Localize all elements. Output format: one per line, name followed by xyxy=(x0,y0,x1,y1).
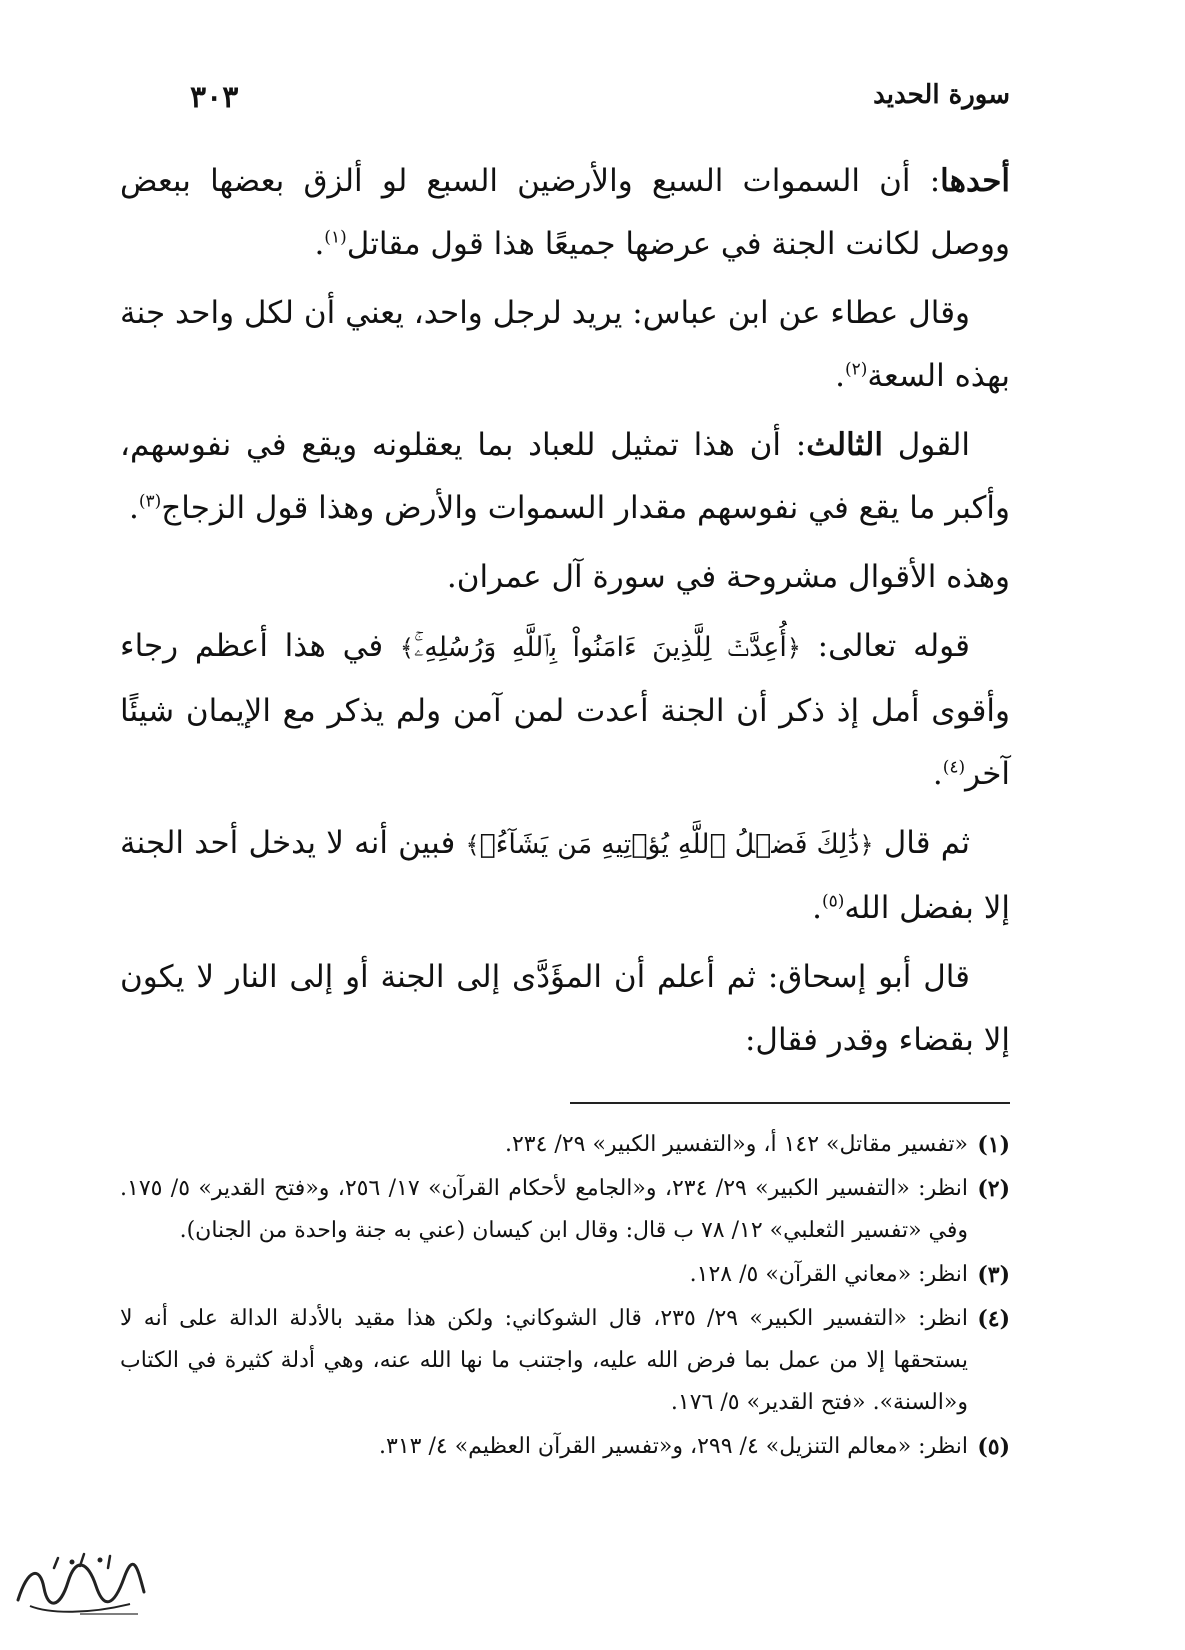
quran-bracket-open: ﴿ xyxy=(786,634,801,662)
footnote-text: «تفسير مقاتل» ١٤٢ أ، و«التفسير الكبير» ٢٩/ ٢٣٤. xyxy=(504,1132,968,1157)
paragraph-5-pre: قوله تعالى: xyxy=(817,628,970,664)
paragraph-5 xyxy=(120,615,1010,806)
footnote-separator xyxy=(570,1102,1010,1104)
paragraph-1-text: : أن السموات السبع والأرضين السبع لو ألزق بعضها ببعض ووصل لكانت الجنة في عرضها جميعًا هذا قول مقاتل xyxy=(120,163,1010,262)
footnote-text: انظر: «معالم التنزيل» ٤/ ٢٩٩، و«تفسير القرآن العظيم» ٤/ ٣١٣. xyxy=(379,1434,968,1459)
footnote-text: انظر: «معاني القرآن» ٥/ ١٢٨. xyxy=(689,1262,968,1287)
running-header xyxy=(120,80,1010,128)
footnote-5 xyxy=(120,1426,1010,1468)
calligraphy-logo-icon xyxy=(10,1548,150,1620)
quran-verse-1: أُعِدَّتۡ لِلَّذِينَ ءَامَنُواْ بِٱللَّهِ وَرُسُلِهِۦۚ xyxy=(413,632,787,663)
footnote-ref-1[interactable]: (١) xyxy=(324,227,347,248)
footnote-ref-2[interactable]: (٢) xyxy=(845,359,868,380)
footnote-text: انظر: «التفسير الكبير» ٢٩/ ٢٣٤، و«الجامع لأحكام القرآن» ١٧/ ٢٥٦، و«فتح القدير» ٥/ ١٧٥. وفي «تفسير الثعلبي» ١٢/ ٧٨ ب قال: وقال ابن كيسان (عني به جنة واحدة من الجنان). xyxy=(120,1176,969,1243)
paragraph-7-text: قال أبو إسحاق: ثم أعلم أن المؤَدَّى إلى الجنة أو إلى النار لا يكون إلا بقضاء وقدر فقال: xyxy=(120,959,1010,1058)
quran-bracket-open: ﴿ xyxy=(859,831,874,859)
paragraph-6-end: . xyxy=(812,890,822,926)
footnote-number: (١) xyxy=(977,1132,1010,1158)
footnote-number: (٢) xyxy=(977,1176,1010,1202)
paragraph-3-text: : أن هذا تمثيل للعباد بما يعقلونه ويقع في نفوسهم، وأكبر ما يقع في نفوسهم مقدار السموات والأرض وهذا قول الزجاج xyxy=(120,427,1010,526)
paragraph-3 xyxy=(120,414,1010,540)
footnote-4 xyxy=(120,1298,1010,1424)
paragraph-4-text: وهذه الأقوال مشروحة في سورة آل عمران. xyxy=(446,559,1010,595)
paragraph-5-end: . xyxy=(932,756,943,792)
paragraph-3-end: . xyxy=(129,490,139,526)
paragraph-3-pre: القول xyxy=(897,427,970,463)
running-title: سورة الحديد xyxy=(873,80,1010,110)
paragraph-2-text: وقال عطاء عن ابن عباس: يريد لرجل واحد، يعني أن لكل واحد جنة بهذه السعة xyxy=(120,295,1010,394)
paragraph-6-text: فبين أنه لا يدخل أحد الجنة إلا بفضل الله xyxy=(120,825,1010,926)
footnote-ref-5[interactable]: (٥) xyxy=(821,891,845,912)
paragraph-3-lead: الثالث xyxy=(806,427,883,463)
paragraph-1 xyxy=(120,150,1010,276)
footnote-ref-4[interactable]: (٤) xyxy=(942,757,966,778)
footnote-3 xyxy=(120,1254,1010,1296)
quran-bracket-close: ﴾ xyxy=(399,634,414,662)
quran-verse-2: ذَٰلِكَ فَضۡلُ ٱللَّهِ يُؤۡتِيهِ مَن يَشَآءُۚ xyxy=(479,829,860,860)
footnote-ref-3[interactable]: (٣) xyxy=(138,491,162,512)
library-logo-stamp xyxy=(10,1548,150,1620)
footnotes xyxy=(120,1124,1010,1468)
page xyxy=(120,80,1010,1470)
footnote-text: انظر: «التفسير الكبير» ٢٩/ ٢٣٥، قال الشوكاني: ولكن هذا مقيد بالأدلة الدالة على أنه لا يستحقها إلا من عمل بما فرض الله عليه، واجتنب ما نها الله عنه، وهي أدلة كثيرة في الكتاب و«السنة». «فتح القدير» ٥/ ١٧٦. xyxy=(120,1306,968,1415)
footnote-2 xyxy=(120,1168,1010,1252)
footnote-number: (٣) xyxy=(977,1262,1010,1288)
paragraph-5-text: في هذا أعظم رجاء وأقوى أمل إذ ذكر أن الجنة أعدت لمن آمن ولم يذكر مع الإيمان شيئًا آخر xyxy=(120,628,1010,792)
paragraph-1-end: . xyxy=(314,226,325,262)
footnote-1 xyxy=(120,1124,1010,1166)
footnote-number: (٤) xyxy=(977,1306,1010,1332)
paragraph-1-lead: أحدها xyxy=(940,163,1010,199)
paragraph-7 xyxy=(120,946,1010,1072)
paragraph-6 xyxy=(120,812,1010,940)
paragraph-6-pre: ثم قال xyxy=(883,825,971,861)
page-number: ٣٠٣ xyxy=(190,80,239,115)
quran-bracket-close: ﴾ xyxy=(465,831,480,859)
paragraph-2-end: . xyxy=(835,358,845,394)
paragraph-2 xyxy=(120,282,1010,408)
footnote-number: (٥) xyxy=(977,1434,1010,1460)
paragraph-4 xyxy=(120,546,1010,609)
main-text xyxy=(120,150,1010,1072)
